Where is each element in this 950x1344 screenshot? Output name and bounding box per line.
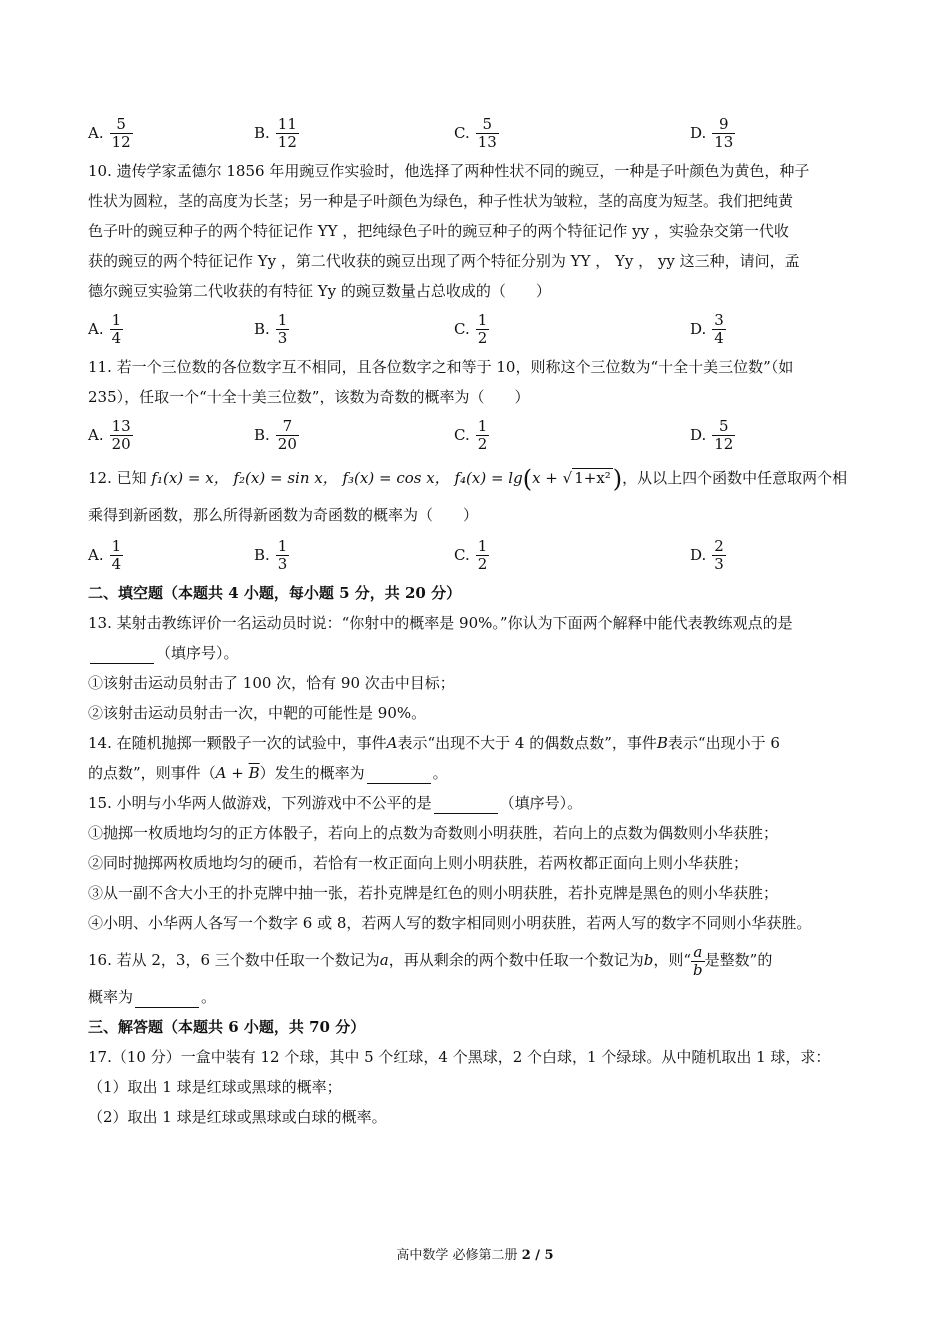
question-16: 16. 若从 2，3，6 三个数中任取一个数记为a，再从剩余的两个数中任取一个数记为b，则“ $\frac{a}{b}$ 是整数”的 概率为 。	[88, 942, 773, 1006]
q10-option-d: D. $\frac{3}{4}$	[690, 310, 724, 347]
q9-option-d: D. $\frac{9}{13}$	[690, 114, 734, 151]
q12-option-a: A. $\frac{1}{4}$	[88, 536, 122, 573]
question-13: 13. 某射击教练评价一名运动员时说：“你射中的概率是 90%。”你认为下面两个解释中能代表教练观点的是 （填序号）。 ①该射击运动员射击了 100 次，恰有 90 次击中目标； ②该射击运动员射击一次，中靶的可能性是 90%。	[88, 614, 793, 722]
fraction: $\frac{5}{12}$	[714, 416, 734, 453]
question-15: 15. 小明与小华两人做游戏，下列游戏中不公平的是 （填序号）。 ①抛掷一枚质地均匀的正方体骰子，若向上的点数为奇数则小明获胜，若向上的点数为偶数则小华获胜； ②同时抛掷两枚质地均匀的硬币，若恰有一枚正面向上则小明获胜，若两枚都正面向上则小华获胜； ③从一副不含大小王的扑克牌中抽一张，若扑克牌是红色的则小明获胜，若扑克牌是黑色的则小华获胜； ④小明、小华两人各写一个数字 6 或 8，若两人写的数字相同则小明获胜，若两人写的数字不同则小华获胜。	[88, 794, 812, 932]
exam-page	[88, 110, 864, 1132]
fraction: $\frac{1}{2}$	[477, 536, 488, 573]
fraction: $\frac{5}{13}$	[477, 114, 497, 151]
fraction: $\frac{3}{4}$	[714, 310, 724, 347]
page-number: 2 / 5	[521, 1248, 554, 1263]
q12-option-d: D. $\frac{2}{3}$	[690, 536, 724, 573]
section-heading-fill-in: 二、填空题（本题共 4 小题，每小题 5 分，共 20 分）	[88, 584, 462, 602]
q10-option-b: B. $\frac{1}{3}$	[254, 310, 288, 347]
q9-option-a: A. $\frac{5}{12}$	[88, 114, 131, 151]
answer-blank	[135, 989, 199, 1008]
question-14: 14. 在随机抛掷一颗骰子一次的试验中，事件A表示“出现不大于 4 的偶数点数”，事件B表示“出现小于 6 的点数”，则事件$(A + \overline{B})$发生的概率为 。	[88, 734, 780, 782]
fraction: $\frac{7}{20}$	[277, 416, 297, 453]
fraction: $\frac{2}{3}$	[714, 536, 724, 573]
page-footer: 高中数学 必修第二册 2 / 5	[396, 1248, 554, 1263]
section-heading-solutions: 三、解答题（本题共 6 小题，共 70 分）	[88, 1018, 366, 1036]
question-10: 10. 遗传学家孟德尔 1856 年用豌豆作实验时，他选择了两种性状不同的豌豆，一种是子叶颜色为黄色，种子 性状为圆粒，茎的高度为长茎；另一种是子叶颜色为绿色，种子性状为皱粒，茎的高度为短茎。我们把纯黄 色子叶的豌豆种子的两个特征记作 YY ，把纯绿色子叶的豌豆种子的两个特征记作 yy ，实验杂交第一代收 获的豌豆的两个特征记作 Yy ，第二代收获的豌豆出现了两个特征分别为 YY ， Yy ， yy 这三种，请问，孟 德尔豌豆实验第二代收获的有特征 Yy 的豌豆数量占总收成的（ ）	[88, 162, 810, 300]
fraction: $\frac{1}{4}$	[111, 310, 122, 347]
q9-option-c: C. $\frac{5}{13}$	[454, 114, 497, 151]
fraction: $\frac{9}{13}$	[714, 114, 734, 151]
q9-option-b: B. $\frac{11}{12}$	[254, 114, 297, 151]
fraction: $\frac{5}{12}$	[111, 114, 131, 151]
question-11: 11. 若一个三位数的各位数字互不相同，且各位数字之和等于 10，则称这个三位数为“十全十美三位数”（如 235），任取一个“十全十美三位数”，该数为奇数的概率为（ ）	[88, 358, 794, 406]
fraction: $\frac{13}{20}$	[111, 416, 131, 453]
q12-option-c: C. $\frac{1}{2}$	[454, 536, 488, 573]
q12-option-b: B. $\frac{1}{3}$	[254, 536, 288, 573]
q11-option-d: D. $\frac{5}{12}$	[690, 416, 734, 453]
q11-options	[88, 412, 864, 458]
fraction: $\frac{1}{2}$	[477, 416, 488, 453]
fraction: $\frac{1}{2}$	[477, 310, 488, 347]
fraction: $\frac{a}{b}$	[693, 942, 703, 979]
answer-blank	[90, 645, 154, 664]
q11-option-c: C. $\frac{1}{2}$	[454, 416, 488, 453]
fraction: $\frac{11}{12}$	[277, 114, 297, 151]
fraction: $\frac{1}{3}$	[277, 310, 288, 347]
q9-options	[88, 110, 864, 156]
question-17: 17.（10 分）一盒中装有 12 个球，其中 5 个红球，4 个黑球，2 个白球，1 个绿球。从中随机取出 1 球，求： （1）取出 1 球是红球或黑球的概率； （2）取出 1 球是红球或黑球或白球的概率。	[88, 1048, 831, 1126]
q11-option-a: A. $\frac{13}{20}$	[88, 416, 131, 453]
q12-options	[88, 532, 864, 578]
fraction: $\frac{1}{4}$	[111, 536, 122, 573]
answer-blank	[367, 765, 431, 784]
q11-option-b: B. $\frac{7}{20}$	[254, 416, 297, 453]
question-12: 12. 已知 f₁(x) = x， f₂(x) = sin x， f₃(x) = cos x， f₄(x) = lg(x + √ 1+x²)，从以上四个函数中任意取两个相 乘得到新函数，那么所得新函数为奇函数的概率为（ ）	[88, 465, 848, 524]
q10-option-c: C. $\frac{1}{2}$	[454, 310, 488, 347]
q10-options	[88, 306, 864, 352]
q10-option-a: A. $\frac{1}{4}$	[88, 310, 122, 347]
fraction: $\frac{1}{3}$	[277, 536, 288, 573]
answer-blank	[434, 795, 498, 814]
